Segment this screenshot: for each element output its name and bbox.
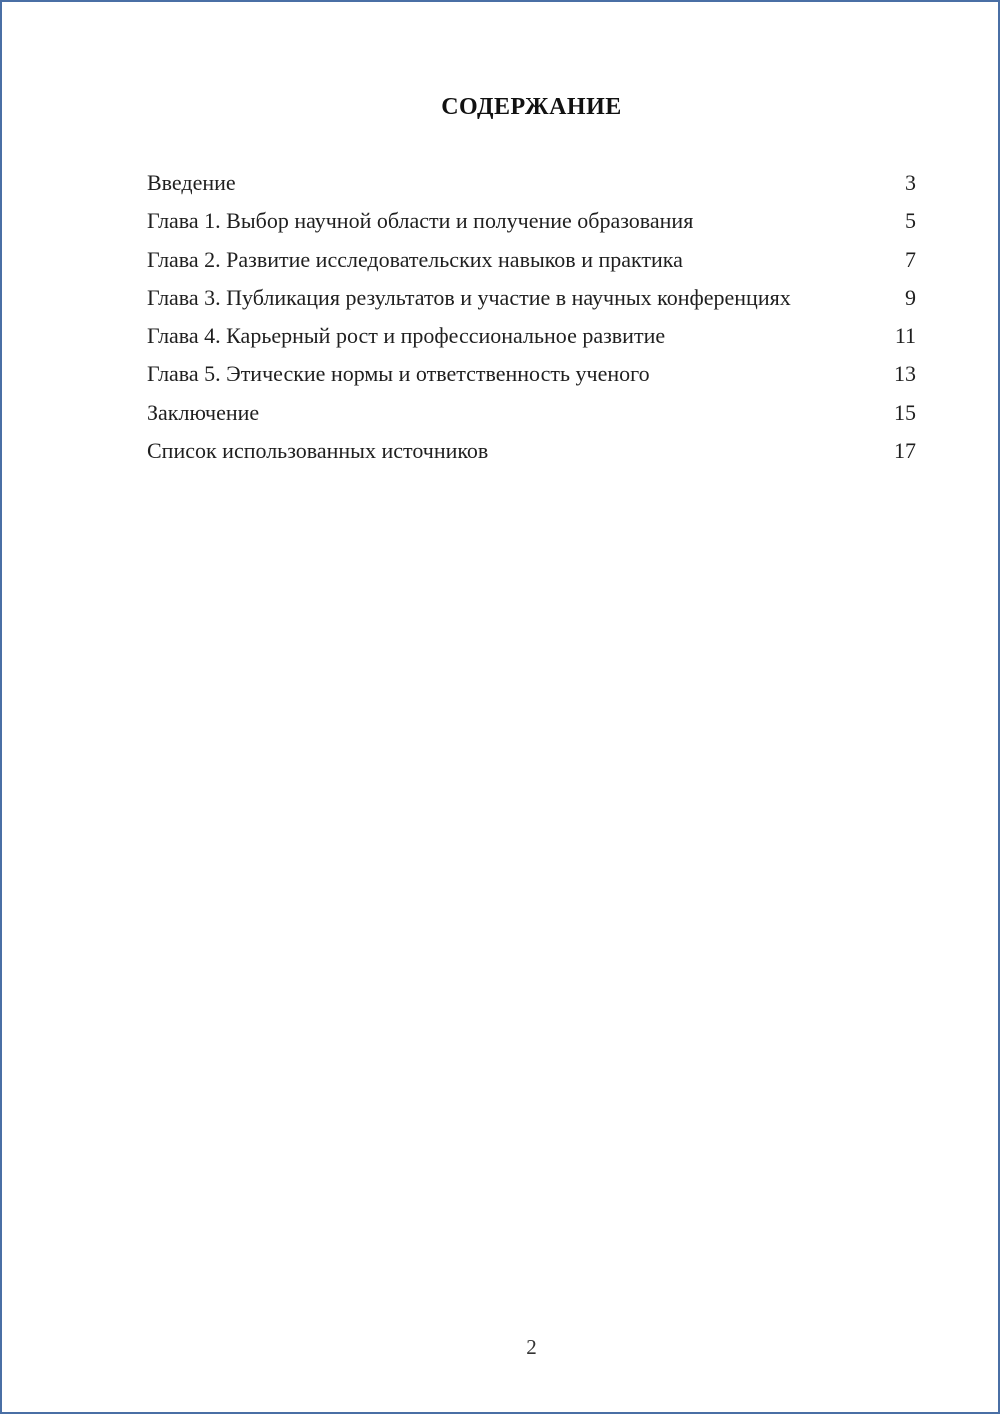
toc-entry-label: Глава 2. Развитие исследовательских навыков и практика bbox=[147, 246, 683, 272]
toc-entry-label: Список использованных источников bbox=[147, 437, 489, 463]
toc-entry-page: 5 bbox=[905, 208, 916, 234]
toc-entry bbox=[147, 169, 916, 196]
toc-entry bbox=[147, 207, 916, 234]
toc-entry-page: 7 bbox=[905, 246, 916, 272]
toc-entry bbox=[147, 399, 916, 426]
toc-entry-page: 11 bbox=[894, 323, 916, 349]
toc-entry-page: 17 bbox=[894, 437, 916, 463]
toc-list bbox=[147, 169, 916, 464]
toc-entry bbox=[147, 246, 916, 273]
toc-entry-label: Введение bbox=[147, 170, 236, 195]
toc-entry-page: 13 bbox=[894, 361, 916, 387]
toc-entry-label: Глава 1. Выбор научной области и получение образования bbox=[147, 208, 694, 234]
toc-entry-label: Глава 5. Этические нормы и ответственность ученого bbox=[147, 361, 650, 387]
toc-entry-page: 15 bbox=[894, 399, 916, 425]
footer-page-number: 2 bbox=[526, 1335, 537, 1359]
toc-entry bbox=[147, 360, 916, 387]
toc-entry bbox=[147, 284, 916, 311]
toc-entry-label: Глава 4. Карьерный рост и профессиональное развитие bbox=[147, 323, 666, 349]
toc-entry-page: 3 bbox=[905, 170, 916, 195]
toc-entry-label: Заключение bbox=[147, 399, 260, 425]
toc-entry-label: Глава 3. Публикация результатов и участие в научных конференциях bbox=[147, 284, 791, 310]
page-title: СОДЕРЖАНИЕ bbox=[441, 94, 622, 120]
toc-entry bbox=[147, 437, 916, 464]
toc-entry-page: 9 bbox=[905, 284, 916, 310]
page-content bbox=[2, 2, 998, 464]
toc-entry bbox=[147, 322, 916, 349]
